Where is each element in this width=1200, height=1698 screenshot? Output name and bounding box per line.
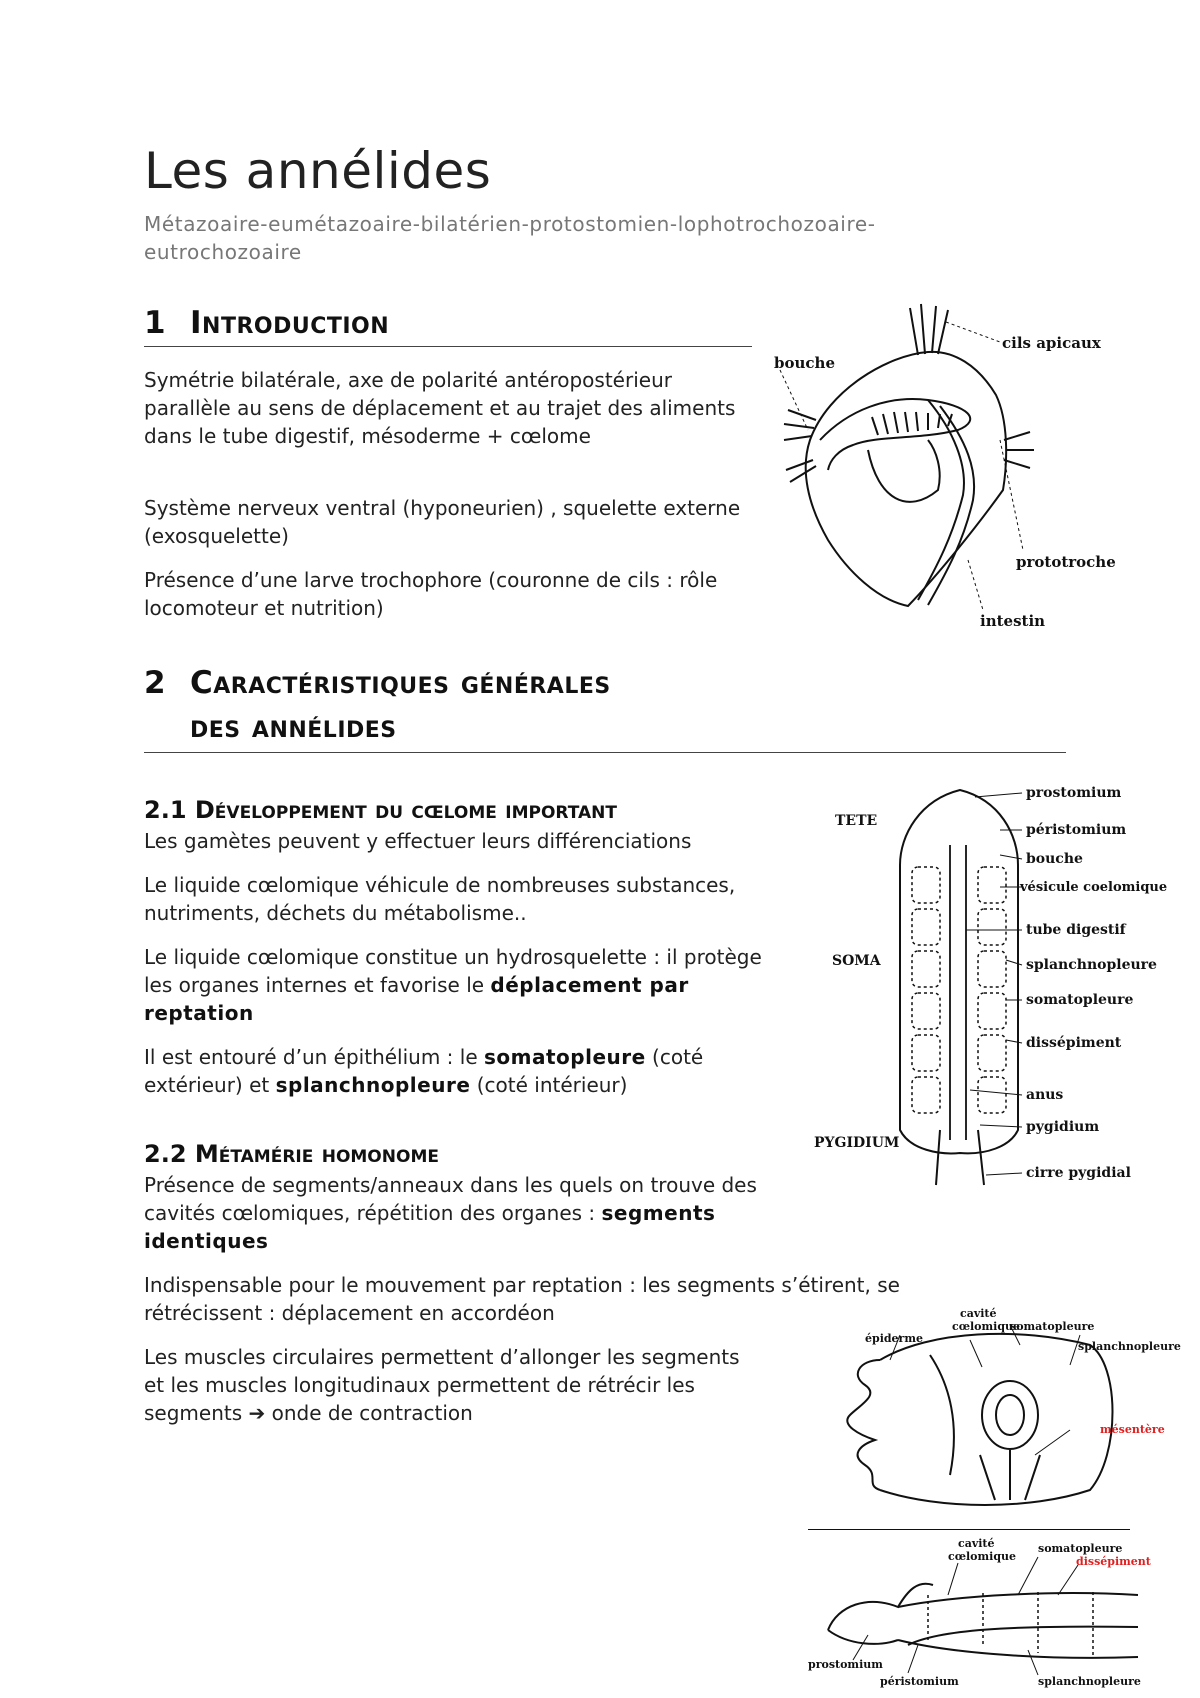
trochophore-figure — [768, 300, 1116, 635]
label-side-cavite-2: cœlomique — [948, 1550, 1017, 1563]
section-2-title-line-2: des annélides — [190, 709, 397, 745]
subsection-2-2-paragraph-2: Indispensable pour le mouvement par reptation : les segments s’étirent, se rétrécissent : déplacement en accordéon — [144, 1273, 900, 1325]
label-dissepiment: dissépiment — [1026, 1035, 1122, 1051]
section-1-rule — [144, 346, 752, 347]
label-cirre-pygidial: cirre pygidial — [1026, 1165, 1131, 1181]
label-tube-digestif: tube digestif — [1026, 922, 1126, 938]
bold-deplacement: déplacement par reptation — [144, 973, 689, 1025]
label-bouche: bouche — [774, 354, 835, 372]
label-tete: TETE — [835, 813, 878, 829]
section-1-number: 1 — [144, 305, 167, 341]
section-1-paragraph-2: Système nerveux ventral (hyponeurien) , squelette externe (exosquelette) — [144, 496, 741, 548]
arrow-icon: ➔ — [248, 1401, 266, 1425]
label-prototroche: prototroche — [1016, 553, 1116, 571]
section-2-title-line-1: Caractéristiques générales — [190, 665, 611, 701]
label-soma: SOMA — [832, 953, 881, 969]
label-intestin: intestin — [980, 612, 1046, 630]
section-2-rule — [144, 752, 1066, 753]
subsection-2-1-paragraph-4: Il est entouré d’un épithélium : le somatopleure (coté extérieur) et splanchnopleure (coté intérieur) — [144, 1045, 704, 1097]
subsection-2-2-heading: 2.2 Métamérie homonome — [144, 1140, 439, 1168]
label-mesentere: mésentère — [1100, 1423, 1165, 1436]
label-pygidium-region: PYGIDIUM — [814, 1135, 900, 1151]
page-subtitle: Métazoaire-eumétazoaire-bilatérien-protostomien-lophotrochozoaire-eutrochozoaire — [144, 212, 876, 264]
subsection-2-2-paragraph-3: Les muscles circulaires permettent d’allonger les segments et les muscles longitudinaux permettent de rétrécir les segments ➔ onde de contraction — [144, 1345, 740, 1425]
section-2-number: 2 — [144, 665, 167, 701]
label-side-splanchnopleure: splanchnopleure — [1038, 1675, 1141, 1688]
page-title: Les annélides — [144, 142, 492, 200]
label-bouche-annelid: bouche — [1026, 851, 1083, 867]
label-somatopleure-section: somatopleure — [1010, 1320, 1095, 1333]
label-cils-apicaux: cils apicaux — [1002, 334, 1101, 352]
bold-somatopleure: somatopleure — [484, 1045, 646, 1069]
subsection-2-1-paragraph-2: Le liquide cœlomique véhicule de nombreuses substances, nutriments, déchets du métabolisme.. — [144, 873, 736, 925]
figure-separator — [808, 1529, 1130, 1530]
section-1-title: Introduction — [190, 305, 390, 341]
label-epiderme: épiderme — [865, 1332, 923, 1345]
label-pygidium: pygidium — [1026, 1119, 1100, 1135]
cross-section-diagram — [820, 1305, 1181, 1520]
label-cavite-1: cavité — [960, 1307, 997, 1320]
section-1-heading — [144, 305, 389, 341]
section-1-paragraph-1: Symétrie bilatérale, axe de polarité antéropostérieur parallèle au sens de déplacement et au trajet des aliments dans le tube digestif, mésoderme + cœlome — [144, 368, 736, 448]
label-side-peristomium: péristomium — [880, 1675, 959, 1688]
label-prostomium: prostomium — [1026, 785, 1122, 801]
subsection-2-1-heading: 2.1 Développement du cœlome important — [144, 796, 617, 824]
label-peristomium: péristomium — [1026, 822, 1127, 838]
label-side-somatopleure: somatopleure — [1038, 1542, 1123, 1555]
section-2-heading — [144, 665, 611, 745]
label-anus: anus — [1026, 1087, 1064, 1103]
subsection-2-1-paragraph-1: Les gamètes peuvent y effectuer leurs différenciations — [144, 829, 692, 853]
subsection-2-1-paragraph-3: Le liquide cœlomique constitue un hydrosquelette : il protège les organes internes et favorise le déplacement par reptation — [144, 945, 762, 1025]
label-somatopleure: somatopleure — [1026, 992, 1134, 1008]
subsection-2-2-paragraph-1: Présence de segments/anneaux dans les quels on trouve des cavités cœlomiques, répétition des organes : segments identiques — [144, 1173, 757, 1253]
bold-splanchnopleure: splanchnopleure — [275, 1073, 471, 1097]
label-splanchnopleure-section: splanchnopleure — [1078, 1340, 1181, 1353]
label-cavite-2: cœlomique — [952, 1320, 1021, 1333]
label-vesicule-coelomique: vésicule coelomique — [1020, 880, 1168, 895]
annelid-diagram — [800, 775, 1168, 1195]
section-1-paragraph-3: Présence d’une larve trochophore (couronne de cils : rôle locomoteur et nutrition) — [144, 568, 718, 620]
label-side-cavite-1: cavité — [958, 1537, 995, 1550]
label-side-prostomium: prostomium — [808, 1658, 883, 1671]
label-splanchnopleure: splanchnopleure — [1026, 957, 1157, 973]
bold-segments-identiques: segments identiques — [144, 1201, 716, 1253]
label-side-dissepiment: dissépiment — [1076, 1555, 1151, 1568]
side-view-diagram — [808, 1535, 1151, 1690]
